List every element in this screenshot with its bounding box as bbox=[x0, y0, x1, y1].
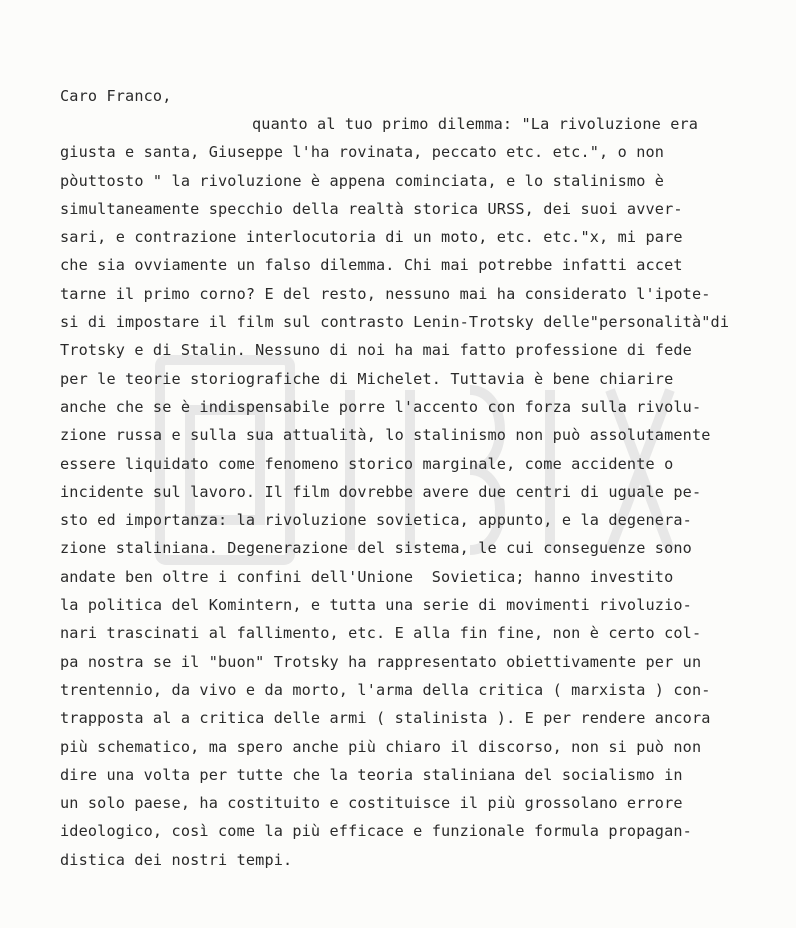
letter-line: che sia ovviamente un falso dilemma. Chi mai potrebbe infatti accet bbox=[60, 256, 683, 275]
letter-line: trapposta al a critica delle armi ( stalinista ). E per rendere ancora bbox=[60, 709, 711, 728]
letter-line: sari, e contrazione interlocutoria di un moto, etc. etc."x, mi pare bbox=[60, 228, 683, 247]
letter-line: giusta e santa, Giuseppe l'ha rovinata, peccato etc. etc.", o non bbox=[60, 143, 665, 162]
letter-line: ideologico, così come la più efficace e funzionale formula propagan- bbox=[60, 822, 692, 841]
letter-line: più schematico, ma spero anche più chiaro il discorso, non si può non bbox=[60, 737, 702, 756]
letter-line: Trotsky e di Stalin. Nessuno di noi ha mai fatto professione di fede bbox=[60, 341, 692, 360]
letter-line: pa nostra se il "buon" Trotsky ha rappresentato obiettivamente per un bbox=[60, 652, 702, 671]
letter-line: dire una volta per tutte che la teoria staliniana del socialismo in bbox=[60, 765, 683, 784]
letter-line: si di impostare il film sul contrasto Lenin-Trotsky delle"personalità"di bbox=[60, 313, 730, 332]
letter-line: un solo paese, ha costituito e costituisce il più grossolano errore bbox=[60, 794, 683, 813]
letter-line: pòuttosto " la rivoluzione è appena cominciata, e lo stalinismo è bbox=[60, 171, 665, 190]
letter-line: zione staliniana. Degenerazione del sistema, le cui conseguenze sono bbox=[60, 539, 692, 558]
letter-line: anche che se è indispensabile porre l'accento con forza sulla rivolu- bbox=[60, 397, 702, 416]
typewritten-letter bbox=[60, 82, 765, 874]
letter-line: trentennio, da vivo e da morto, l'arma della critica ( marxista ) con- bbox=[60, 680, 711, 699]
letter-line: incidente sul lavoro. Il film dovrebbe avere due centri di uguale pe- bbox=[60, 482, 702, 501]
letter-line: la politica del Komintern, e tutta una serie di movimenti rivoluzio- bbox=[60, 596, 692, 615]
letter-line: distica dei nostri tempi. bbox=[60, 850, 293, 869]
letter-line: simultaneamente specchio della realtà storica URSS, dei suoi avver- bbox=[60, 199, 683, 218]
letter-line: essere liquidato come fenomeno storico marginale, come accidente o bbox=[60, 454, 674, 473]
letter-line: quanto al tuo primo dilemma: "La rivoluzione era bbox=[252, 115, 699, 133]
salutation: Caro Franco, bbox=[60, 87, 172, 105]
letter-line: zione russa e sulla sua attualità, lo stalinismo non può assolutamente bbox=[60, 426, 711, 445]
letter-line: nari trascinati al fallimento, etc. E alla fin fine, non è certo col- bbox=[60, 624, 702, 643]
letter-line: tarne il primo corno? E del resto, nessuno mai ha considerato l'ipote- bbox=[60, 284, 711, 303]
letter-line: andate ben oltre i confini dell'Unione Sovietica; hanno investito bbox=[60, 567, 674, 586]
letter-line: per le teorie storiografiche di Michelet. Tuttavia è bene chiarire bbox=[60, 369, 674, 388]
letter-line: sto ed importanza: la rivoluzione sovietica, appunto, e la degenera- bbox=[60, 511, 692, 530]
